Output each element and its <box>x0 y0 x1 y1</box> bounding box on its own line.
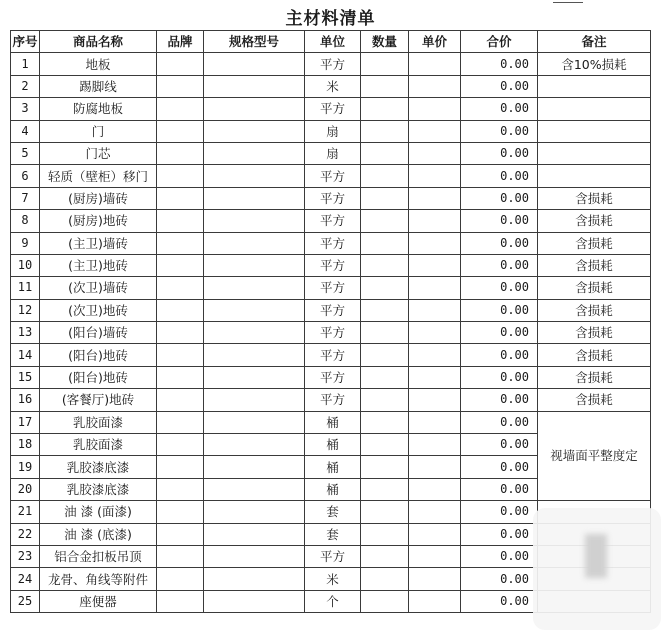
row-qty <box>361 389 409 411</box>
row-total: 0.00 <box>461 277 538 299</box>
header-row <box>11 31 651 53</box>
row-qty <box>361 210 409 232</box>
col-header-total: 合价 <box>461 31 538 53</box>
row-qty <box>361 344 409 366</box>
row-total: 0.00 <box>461 254 538 276</box>
row-spec <box>204 142 305 164</box>
row-spec <box>204 456 305 478</box>
row-unit: 桶 <box>305 456 361 478</box>
row-no: 2 <box>11 75 40 97</box>
row-unit: 桶 <box>305 478 361 500</box>
row-spec <box>204 98 305 120</box>
col-header-unit: 单位 <box>305 31 361 53</box>
row-name: 油 漆 (面漆) <box>40 501 157 523</box>
row-brand <box>157 545 204 567</box>
row-unit: 套 <box>305 523 361 545</box>
row-spec <box>204 210 305 232</box>
row-spec <box>204 232 305 254</box>
corner-line <box>553 2 583 3</box>
row-brand <box>157 254 204 276</box>
row-no: 8 <box>11 210 40 232</box>
row-note: 含损耗 <box>538 344 651 366</box>
row-unit: 平方 <box>305 254 361 276</box>
row-brand <box>157 165 204 187</box>
row-spec <box>204 53 305 75</box>
row-qty <box>361 53 409 75</box>
row-qty <box>361 568 409 590</box>
row-spec <box>204 299 305 321</box>
row-name: 油 漆 (底漆) <box>40 523 157 545</box>
table-row <box>11 322 651 344</box>
row-qty <box>361 456 409 478</box>
row-name: (主卫)墙砖 <box>40 232 157 254</box>
table-row <box>11 165 651 187</box>
row-name: 乳胶面漆 <box>40 411 157 433</box>
row-total: 0.00 <box>461 299 538 321</box>
row-qty <box>361 75 409 97</box>
row-unit: 平方 <box>305 232 361 254</box>
row-brand <box>157 366 204 388</box>
row-total: 0.00 <box>461 456 538 478</box>
row-spec <box>204 165 305 187</box>
row-name: (厨房)墙砖 <box>40 187 157 209</box>
row-qty <box>361 277 409 299</box>
row-brand <box>157 142 204 164</box>
row-spec <box>204 568 305 590</box>
row-brand <box>157 501 204 523</box>
row-qty <box>361 165 409 187</box>
row-note: 含损耗 <box>538 299 651 321</box>
row-qty <box>361 187 409 209</box>
row-qty <box>361 411 409 433</box>
row-unit: 桶 <box>305 434 361 456</box>
row-no: 15 <box>11 366 40 388</box>
row-spec <box>204 254 305 276</box>
merged-note: 视墙面平整度定 <box>538 411 651 501</box>
row-unit: 扇 <box>305 142 361 164</box>
row-name: (阳台)地砖 <box>40 366 157 388</box>
row-brand <box>157 98 204 120</box>
table-row <box>11 277 651 299</box>
row-price <box>409 523 461 545</box>
row-name: (次卫)墙砖 <box>40 277 157 299</box>
row-no: 9 <box>11 232 40 254</box>
row-qty <box>361 98 409 120</box>
row-unit: 平方 <box>305 187 361 209</box>
table-row <box>11 75 651 97</box>
row-name: (主卫)地砖 <box>40 254 157 276</box>
row-unit: 平方 <box>305 322 361 344</box>
row-name: 防腐地板 <box>40 98 157 120</box>
row-no: 1 <box>11 53 40 75</box>
row-unit: 平方 <box>305 98 361 120</box>
row-no: 16 <box>11 389 40 411</box>
row-brand <box>157 456 204 478</box>
row-name: 地板 <box>40 53 157 75</box>
row-unit: 平方 <box>305 53 361 75</box>
row-name: (次卫)地砖 <box>40 299 157 321</box>
row-spec <box>204 590 305 612</box>
row-spec <box>204 545 305 567</box>
row-price <box>409 98 461 120</box>
row-brand <box>157 344 204 366</box>
table-row <box>11 98 651 120</box>
col-header-spec: 规格型号 <box>204 31 305 53</box>
row-price <box>409 366 461 388</box>
row-total: 0.00 <box>461 187 538 209</box>
row-qty <box>361 142 409 164</box>
col-header-brand: 品牌 <box>157 31 204 53</box>
row-brand <box>157 434 204 456</box>
row-qty <box>361 501 409 523</box>
row-name: 座便器 <box>40 590 157 612</box>
row-brand <box>157 411 204 433</box>
row-unit: 平方 <box>305 210 361 232</box>
row-name: (阳台)地砖 <box>40 344 157 366</box>
table-row <box>11 53 651 75</box>
row-total: 0.00 <box>461 389 538 411</box>
row-name: 乳胶漆底漆 <box>40 456 157 478</box>
row-no: 7 <box>11 187 40 209</box>
row-name: 门 <box>40 120 157 142</box>
row-unit: 平方 <box>305 165 361 187</box>
row-unit: 平方 <box>305 299 361 321</box>
row-price <box>409 75 461 97</box>
row-spec <box>204 75 305 97</box>
row-unit: 平方 <box>305 366 361 388</box>
row-brand <box>157 299 204 321</box>
table-row <box>11 254 651 276</box>
row-note <box>538 98 651 120</box>
table-row <box>11 232 651 254</box>
row-spec <box>204 389 305 411</box>
col-header-no: 序号 <box>11 31 40 53</box>
sheet-title: 主材料清单 <box>11 8 651 31</box>
row-no: 23 <box>11 545 40 567</box>
row-note: 含损耗 <box>538 232 651 254</box>
row-name: 轻质（壁柜）移门 <box>40 165 157 187</box>
row-spec <box>204 366 305 388</box>
table-row <box>11 411 651 433</box>
row-no: 10 <box>11 254 40 276</box>
row-price <box>409 277 461 299</box>
row-price <box>409 165 461 187</box>
row-note: 含损耗 <box>538 254 651 276</box>
row-qty <box>361 478 409 500</box>
row-no: 22 <box>11 523 40 545</box>
row-no: 17 <box>11 411 40 433</box>
row-qty <box>361 523 409 545</box>
table-row <box>11 389 651 411</box>
row-qty <box>361 590 409 612</box>
row-note: 含损耗 <box>538 277 651 299</box>
row-qty <box>361 366 409 388</box>
row-brand <box>157 75 204 97</box>
row-total: 0.00 <box>461 501 538 523</box>
row-no: 25 <box>11 590 40 612</box>
row-note <box>538 165 651 187</box>
row-price <box>409 389 461 411</box>
row-no: 6 <box>11 165 40 187</box>
table-row <box>11 299 651 321</box>
table-row <box>11 187 651 209</box>
row-qty <box>361 120 409 142</box>
blurred-overlay <box>533 508 661 630</box>
row-note: 含损耗 <box>538 322 651 344</box>
row-total: 0.00 <box>461 366 538 388</box>
row-price <box>409 411 461 433</box>
row-no: 19 <box>11 456 40 478</box>
row-note: 含10%损耗 <box>538 53 651 75</box>
col-header-name: 商品名称 <box>40 31 157 53</box>
row-note <box>538 75 651 97</box>
row-price <box>409 120 461 142</box>
row-price <box>409 456 461 478</box>
row-brand <box>157 389 204 411</box>
row-unit: 平方 <box>305 389 361 411</box>
row-spec <box>204 523 305 545</box>
row-brand <box>157 590 204 612</box>
row-total: 0.00 <box>461 590 538 612</box>
row-no: 5 <box>11 142 40 164</box>
row-brand <box>157 210 204 232</box>
row-unit: 扇 <box>305 120 361 142</box>
row-unit: 个 <box>305 590 361 612</box>
row-note: 含损耗 <box>538 389 651 411</box>
row-brand <box>157 523 204 545</box>
row-note <box>538 120 651 142</box>
row-total: 0.00 <box>461 165 538 187</box>
row-spec <box>204 277 305 299</box>
row-spec <box>204 187 305 209</box>
row-unit: 平方 <box>305 545 361 567</box>
row-no: 3 <box>11 98 40 120</box>
col-header-qty: 数量 <box>361 31 409 53</box>
row-spec <box>204 434 305 456</box>
row-total: 0.00 <box>461 98 538 120</box>
row-qty <box>361 299 409 321</box>
row-brand <box>157 53 204 75</box>
row-total: 0.00 <box>461 523 538 545</box>
row-total: 0.00 <box>461 75 538 97</box>
row-price <box>409 53 461 75</box>
row-note: 含损耗 <box>538 366 651 388</box>
row-no: 21 <box>11 501 40 523</box>
row-spec <box>204 501 305 523</box>
row-name: 乳胶面漆 <box>40 434 157 456</box>
row-total: 0.00 <box>461 545 538 567</box>
row-total: 0.00 <box>461 478 538 500</box>
row-spec <box>204 322 305 344</box>
col-header-price: 单价 <box>409 31 461 53</box>
table-row <box>11 120 651 142</box>
row-name: 乳胶漆底漆 <box>40 478 157 500</box>
row-price <box>409 545 461 567</box>
row-total: 0.00 <box>461 434 538 456</box>
row-qty <box>361 322 409 344</box>
table-row <box>11 210 651 232</box>
table-row <box>11 366 651 388</box>
row-price <box>409 344 461 366</box>
row-brand <box>157 322 204 344</box>
row-unit: 桶 <box>305 411 361 433</box>
row-note: 含损耗 <box>538 187 651 209</box>
row-spec <box>204 344 305 366</box>
row-brand <box>157 187 204 209</box>
row-price <box>409 322 461 344</box>
blurred-content <box>585 534 607 578</box>
row-price <box>409 187 461 209</box>
row-brand <box>157 478 204 500</box>
row-unit: 平方 <box>305 277 361 299</box>
row-price <box>409 501 461 523</box>
row-total: 0.00 <box>461 232 538 254</box>
col-header-note: 备注 <box>538 31 651 53</box>
row-no: 11 <box>11 277 40 299</box>
table-row <box>11 142 651 164</box>
row-price <box>409 568 461 590</box>
row-no: 24 <box>11 568 40 590</box>
row-brand <box>157 120 204 142</box>
row-price <box>409 254 461 276</box>
row-total: 0.00 <box>461 344 538 366</box>
row-price <box>409 299 461 321</box>
row-name: 踢脚线 <box>40 75 157 97</box>
row-price <box>409 210 461 232</box>
row-name: (厨房)地砖 <box>40 210 157 232</box>
row-total: 0.00 <box>461 120 538 142</box>
row-price <box>409 590 461 612</box>
row-price <box>409 232 461 254</box>
row-no: 14 <box>11 344 40 366</box>
row-total: 0.00 <box>461 322 538 344</box>
row-total: 0.00 <box>461 142 538 164</box>
row-no: 4 <box>11 120 40 142</box>
row-total: 0.00 <box>461 53 538 75</box>
row-name: (客餐厅)地砖 <box>40 389 157 411</box>
row-name: 铝合金扣板吊顶 <box>40 545 157 567</box>
row-no: 20 <box>11 478 40 500</box>
row-qty <box>361 545 409 567</box>
row-brand <box>157 277 204 299</box>
row-spec <box>204 120 305 142</box>
row-name: 龙骨、角线等附件 <box>40 568 157 590</box>
row-note: 含损耗 <box>538 210 651 232</box>
row-qty <box>361 232 409 254</box>
row-spec <box>204 478 305 500</box>
row-unit: 套 <box>305 501 361 523</box>
row-qty <box>361 434 409 456</box>
row-total: 0.00 <box>461 568 538 590</box>
table-row <box>11 344 651 366</box>
row-unit: 米 <box>305 75 361 97</box>
row-no: 18 <box>11 434 40 456</box>
row-brand <box>157 568 204 590</box>
row-note <box>538 142 651 164</box>
row-name: (阳台)墙砖 <box>40 322 157 344</box>
row-total: 0.00 <box>461 411 538 433</box>
row-brand <box>157 232 204 254</box>
row-total: 0.00 <box>461 210 538 232</box>
row-price <box>409 142 461 164</box>
row-name: 门芯 <box>40 142 157 164</box>
row-price <box>409 478 461 500</box>
row-unit: 平方 <box>305 344 361 366</box>
row-unit: 米 <box>305 568 361 590</box>
row-price <box>409 434 461 456</box>
row-no: 12 <box>11 299 40 321</box>
row-qty <box>361 254 409 276</box>
row-no: 13 <box>11 322 40 344</box>
row-spec <box>204 411 305 433</box>
